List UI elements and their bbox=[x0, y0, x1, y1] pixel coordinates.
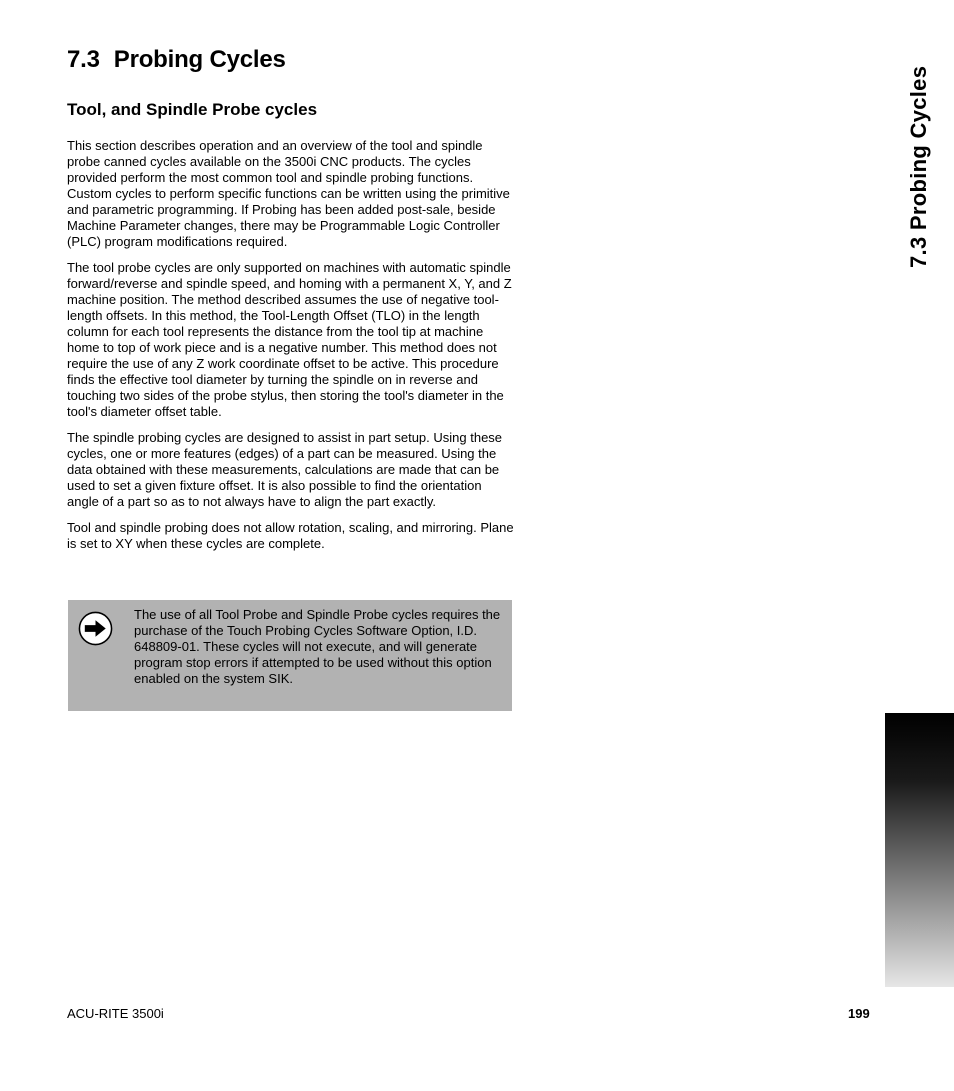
arrow-right-icon bbox=[78, 611, 113, 646]
chapter-thumb-tab bbox=[885, 713, 954, 987]
section-number: 7.3 bbox=[67, 46, 100, 73]
section-title-text: Probing Cycles bbox=[113, 46, 286, 73]
footer-product: ACU-RITE 3500i bbox=[67, 1006, 164, 1021]
side-tab-title: 7.3 Probing Cycles bbox=[906, 65, 931, 268]
page-number: 199 bbox=[848, 1006, 870, 1021]
paragraph-3: The spindle probing cycles are designed to assist in part setup. Using these cycles, one or more features (edges) of a part can be measured. Using the data obtained with these measurements, calculations are made that can be used to set a given fixture offset. It is also possible to find the orientation angle of a part so as to not always have to align the part exactly. bbox=[67, 430, 503, 509]
paragraph-2: The tool probe cycles are only supported on machines with automatic spindle forward/reverse and spindle speed, and homing with a permanent X, Y, and Z machine position. The method described assumes the use of negative tool-length offsets. In this method, the Tool-Length Offset (TLO) in the length column for each tool represents the distance from the tool tip at machine home to top of work piece and is a negative number. This method does not require the use of any Z work coordinate offset to be active. This procedure finds the effective tool diameter by turning the spindle on in reverse and touching two sides of the probe stylus, then storing the tool's diameter in the tool's diameter offset table. bbox=[67, 260, 512, 419]
subsection-title: Tool, and Spindle Probe cycles bbox=[67, 100, 318, 119]
paragraph-4: Tool and spindle probing does not allow rotation, scaling, and mirroring. Plane is set to XY when these cycles are complete. bbox=[67, 520, 514, 551]
body-text bbox=[67, 138, 515, 562]
section-title bbox=[67, 46, 286, 74]
paragraph-1: This section describes operation and an overview of the tool and spindle probe canned cycles available on the 3500i CNC products. The cycles provided perform the most common tool and spindle probing functions. Custom cycles to perform specific functions can be written using the primitive and parametric programming. If Probing has been added post-sale, beside Machine Parameter changes, there may be Programmable Logic Controller (PLC) program modifications required. bbox=[67, 138, 510, 249]
note-box bbox=[68, 600, 512, 711]
note-text: The use of all Tool Probe and Spindle Probe cycles requires the purchase of the Touch Probing Cycles Software Option, I.D. 648809-01. These cycles will not execute, and will generate program stop errors if attempted to be used without this option enabled on the system SIK. bbox=[134, 607, 501, 686]
